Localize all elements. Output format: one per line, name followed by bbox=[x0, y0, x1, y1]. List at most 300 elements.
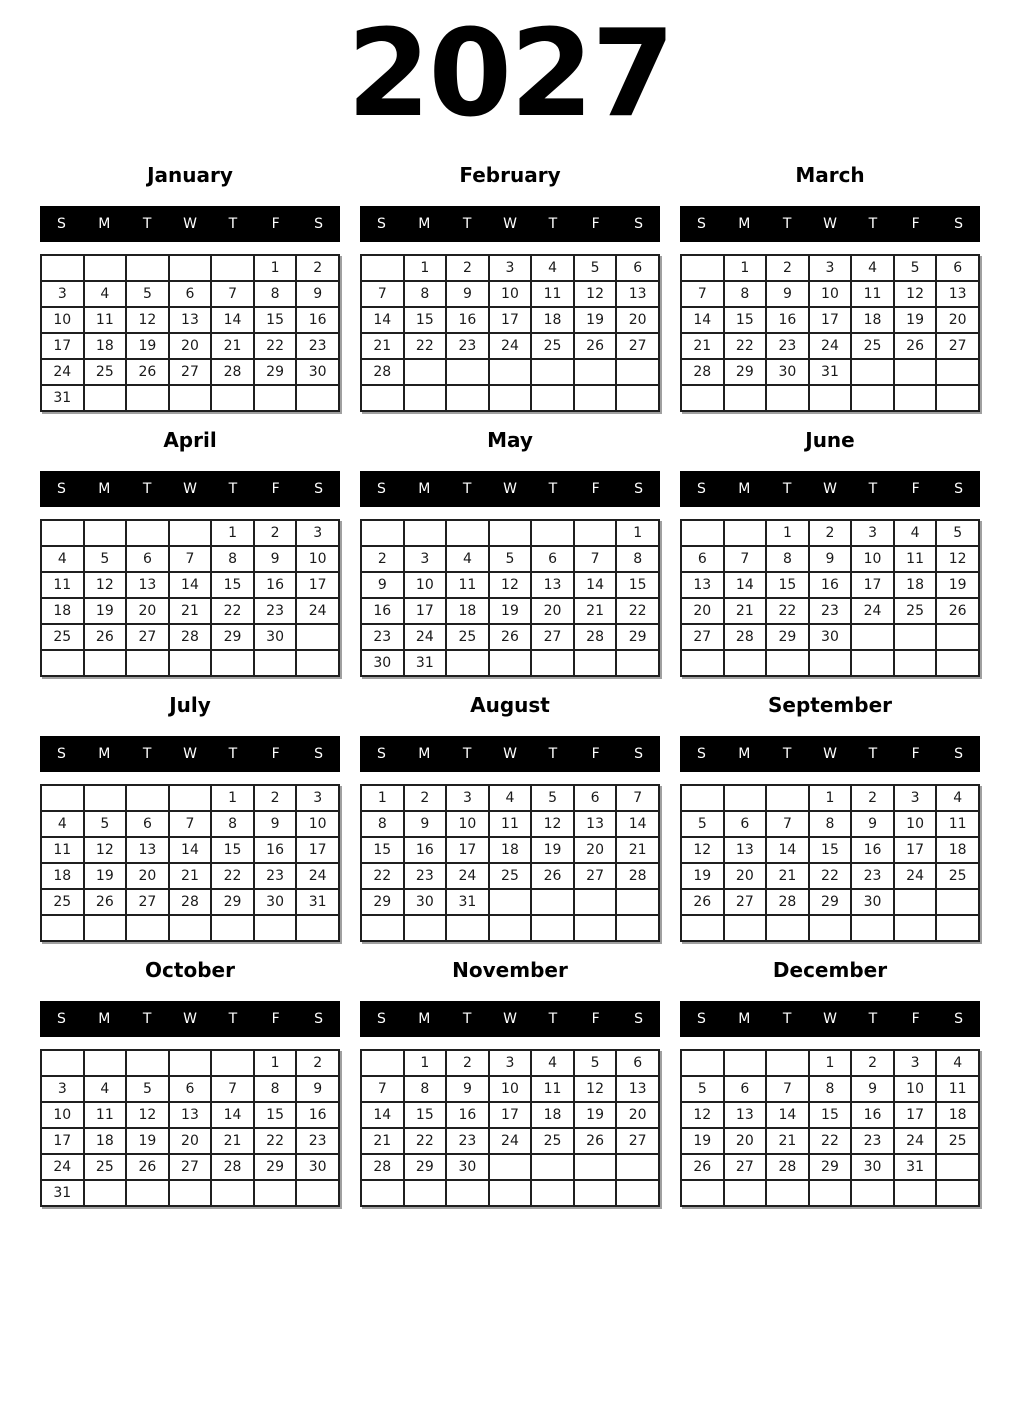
day-cell: 7 bbox=[361, 1076, 404, 1102]
day-cell bbox=[936, 359, 979, 385]
day-cell bbox=[211, 255, 254, 281]
day-cell: 20 bbox=[126, 863, 169, 889]
day-cell: 27 bbox=[169, 359, 212, 385]
day-cell: 14 bbox=[169, 837, 212, 863]
day-cell bbox=[126, 650, 169, 676]
day-cell: 20 bbox=[616, 1102, 659, 1128]
month-title: April bbox=[163, 428, 217, 452]
day-cell: 21 bbox=[211, 333, 254, 359]
day-cell: 15 bbox=[724, 307, 767, 333]
week-row bbox=[681, 1050, 979, 1076]
week-row bbox=[41, 546, 339, 572]
day-cell: 4 bbox=[894, 520, 937, 546]
week-row bbox=[681, 520, 979, 546]
week-row bbox=[41, 837, 339, 863]
day-cell: 5 bbox=[681, 811, 724, 837]
day-cell: 8 bbox=[404, 1076, 447, 1102]
day-cell: 18 bbox=[531, 1102, 574, 1128]
weekday-header-bar bbox=[680, 736, 980, 772]
weekday-label: M bbox=[738, 481, 751, 497]
day-cell: 19 bbox=[531, 837, 574, 863]
day-cell: 12 bbox=[574, 1076, 617, 1102]
day-cell: 1 bbox=[211, 520, 254, 546]
day-cell: 7 bbox=[361, 281, 404, 307]
day-cell: 15 bbox=[211, 837, 254, 863]
weekday-label: S bbox=[56, 1011, 66, 1027]
day-cell: 13 bbox=[574, 811, 617, 837]
day-cell: 20 bbox=[936, 307, 979, 333]
weekday-label: T bbox=[868, 216, 878, 232]
weekday-label: F bbox=[271, 1011, 280, 1027]
week-row bbox=[681, 650, 979, 676]
day-cell: 12 bbox=[894, 281, 937, 307]
week-row bbox=[361, 359, 659, 385]
day-cell bbox=[681, 915, 724, 941]
day-cell bbox=[84, 1180, 127, 1206]
day-cell bbox=[851, 359, 894, 385]
day-cell: 22 bbox=[766, 598, 809, 624]
day-cell: 25 bbox=[489, 863, 532, 889]
day-cell: 2 bbox=[296, 255, 339, 281]
weekday-label: F bbox=[591, 216, 600, 232]
day-cell: 17 bbox=[41, 333, 84, 359]
week-row bbox=[681, 1180, 979, 1206]
day-cell: 15 bbox=[616, 572, 659, 598]
week-row bbox=[361, 1050, 659, 1076]
day-cell: 28 bbox=[766, 889, 809, 915]
day-cell: 27 bbox=[724, 889, 767, 915]
day-cell bbox=[446, 359, 489, 385]
day-cell: 14 bbox=[681, 307, 724, 333]
day-cell: 17 bbox=[894, 1102, 937, 1128]
week-row bbox=[361, 811, 659, 837]
day-cell bbox=[489, 359, 532, 385]
day-cell bbox=[296, 624, 339, 650]
day-cell: 21 bbox=[211, 1128, 254, 1154]
day-cell: 23 bbox=[361, 624, 404, 650]
month-grid bbox=[360, 1049, 660, 1207]
day-cell: 28 bbox=[211, 1154, 254, 1180]
day-cell: 10 bbox=[446, 811, 489, 837]
day-cell bbox=[681, 520, 724, 546]
weekday-label: W bbox=[823, 216, 837, 232]
day-cell: 5 bbox=[574, 1050, 617, 1076]
day-cell bbox=[169, 385, 212, 411]
day-cell bbox=[724, 520, 767, 546]
day-cell: 2 bbox=[766, 255, 809, 281]
day-cell: 6 bbox=[169, 1076, 212, 1102]
day-cell: 2 bbox=[254, 785, 297, 811]
day-cell: 3 bbox=[296, 520, 339, 546]
week-row bbox=[41, 889, 339, 915]
day-cell: 25 bbox=[41, 889, 84, 915]
day-cell bbox=[404, 385, 447, 411]
weekday-header-bar bbox=[40, 206, 340, 242]
week-row bbox=[681, 307, 979, 333]
month-block-june bbox=[680, 428, 980, 677]
day-cell: 27 bbox=[574, 863, 617, 889]
weekday-label: W bbox=[503, 1011, 517, 1027]
day-cell: 31 bbox=[41, 385, 84, 411]
day-cell bbox=[446, 915, 489, 941]
day-cell: 28 bbox=[766, 1154, 809, 1180]
day-cell: 23 bbox=[404, 863, 447, 889]
week-row bbox=[41, 785, 339, 811]
day-cell bbox=[531, 359, 574, 385]
day-cell: 14 bbox=[361, 307, 404, 333]
day-cell: 29 bbox=[254, 359, 297, 385]
day-cell: 16 bbox=[851, 1102, 894, 1128]
month-title: June bbox=[805, 428, 855, 452]
day-cell: 12 bbox=[574, 281, 617, 307]
day-cell bbox=[724, 1180, 767, 1206]
day-cell: 1 bbox=[361, 785, 404, 811]
weekday-header-bar bbox=[40, 471, 340, 507]
week-row bbox=[361, 915, 659, 941]
day-cell: 7 bbox=[681, 281, 724, 307]
month-title: July bbox=[169, 693, 211, 717]
weekday-label: T bbox=[462, 216, 472, 232]
weekday-header-bar bbox=[360, 1001, 660, 1037]
month-title: February bbox=[459, 163, 561, 187]
weekday-label: S bbox=[696, 216, 706, 232]
day-cell: 27 bbox=[724, 1154, 767, 1180]
month-block-november bbox=[360, 958, 660, 1207]
day-cell: 26 bbox=[489, 624, 532, 650]
month-block-september bbox=[680, 693, 980, 942]
weekday-label: T bbox=[782, 481, 792, 497]
day-cell: 21 bbox=[169, 598, 212, 624]
weekday-label: W bbox=[183, 1011, 197, 1027]
day-cell: 7 bbox=[169, 811, 212, 837]
day-cell bbox=[296, 1180, 339, 1206]
weekday-label: S bbox=[376, 746, 386, 762]
day-cell: 9 bbox=[361, 572, 404, 598]
week-row bbox=[41, 915, 339, 941]
day-cell bbox=[169, 255, 212, 281]
day-cell: 5 bbox=[84, 811, 127, 837]
day-cell: 17 bbox=[851, 572, 894, 598]
week-row bbox=[681, 1154, 979, 1180]
day-cell: 25 bbox=[851, 333, 894, 359]
day-cell bbox=[211, 1180, 254, 1206]
week-row bbox=[681, 546, 979, 572]
month-grid bbox=[680, 784, 980, 942]
month-block-march bbox=[680, 163, 980, 412]
day-cell: 2 bbox=[851, 1050, 894, 1076]
day-cell: 24 bbox=[851, 598, 894, 624]
weekday-label: M bbox=[418, 746, 431, 762]
day-cell: 14 bbox=[211, 1102, 254, 1128]
weekday-label: F bbox=[591, 746, 600, 762]
day-cell bbox=[766, 385, 809, 411]
day-cell: 27 bbox=[681, 624, 724, 650]
day-cell bbox=[894, 889, 937, 915]
day-cell: 25 bbox=[84, 1154, 127, 1180]
weekday-label: F bbox=[271, 216, 280, 232]
day-cell bbox=[531, 650, 574, 676]
day-cell: 22 bbox=[809, 1128, 852, 1154]
weekday-label: F bbox=[271, 746, 280, 762]
week-row bbox=[361, 572, 659, 598]
day-cell: 19 bbox=[126, 333, 169, 359]
day-cell: 29 bbox=[724, 359, 767, 385]
week-row bbox=[681, 1076, 979, 1102]
day-cell bbox=[724, 385, 767, 411]
day-cell: 18 bbox=[84, 1128, 127, 1154]
day-cell bbox=[851, 385, 894, 411]
weekday-label: S bbox=[954, 746, 964, 762]
weekday-label: F bbox=[591, 481, 600, 497]
weekday-label: S bbox=[376, 481, 386, 497]
day-cell: 27 bbox=[126, 624, 169, 650]
month-grid bbox=[40, 519, 340, 677]
day-cell bbox=[361, 1180, 404, 1206]
day-cell: 1 bbox=[404, 1050, 447, 1076]
day-cell: 16 bbox=[254, 572, 297, 598]
week-row bbox=[681, 889, 979, 915]
day-cell: 7 bbox=[211, 1076, 254, 1102]
year-title: 2027 bbox=[347, 5, 673, 144]
day-cell: 12 bbox=[936, 546, 979, 572]
day-cell: 29 bbox=[616, 624, 659, 650]
day-cell: 14 bbox=[724, 572, 767, 598]
day-cell: 30 bbox=[254, 889, 297, 915]
day-cell: 2 bbox=[851, 785, 894, 811]
day-cell bbox=[41, 520, 84, 546]
day-cell: 20 bbox=[531, 598, 574, 624]
day-cell: 23 bbox=[851, 863, 894, 889]
day-cell bbox=[531, 889, 574, 915]
day-cell bbox=[446, 385, 489, 411]
day-cell: 18 bbox=[851, 307, 894, 333]
day-cell: 6 bbox=[681, 546, 724, 572]
day-cell bbox=[489, 889, 532, 915]
day-cell: 24 bbox=[809, 333, 852, 359]
day-cell: 15 bbox=[211, 572, 254, 598]
weekday-label: S bbox=[954, 216, 964, 232]
day-cell: 31 bbox=[41, 1180, 84, 1206]
day-cell: 8 bbox=[254, 281, 297, 307]
day-cell: 11 bbox=[489, 811, 532, 837]
weekday-label: T bbox=[782, 216, 792, 232]
day-cell bbox=[169, 1180, 212, 1206]
day-cell: 19 bbox=[84, 598, 127, 624]
weekday-label: T bbox=[868, 1011, 878, 1027]
day-cell: 14 bbox=[361, 1102, 404, 1128]
day-cell: 11 bbox=[41, 837, 84, 863]
month-title: August bbox=[470, 693, 550, 717]
day-cell bbox=[936, 624, 979, 650]
weekday-label: M bbox=[418, 216, 431, 232]
weekday-label: W bbox=[183, 481, 197, 497]
weekday-label: T bbox=[462, 746, 472, 762]
day-cell bbox=[531, 915, 574, 941]
day-cell: 6 bbox=[574, 785, 617, 811]
day-cell: 24 bbox=[41, 1154, 84, 1180]
day-cell bbox=[681, 1050, 724, 1076]
day-cell: 4 bbox=[531, 1050, 574, 1076]
day-cell bbox=[766, 785, 809, 811]
week-row bbox=[41, 333, 339, 359]
day-cell: 29 bbox=[361, 889, 404, 915]
day-cell: 27 bbox=[169, 1154, 212, 1180]
day-cell: 5 bbox=[894, 255, 937, 281]
day-cell: 10 bbox=[489, 1076, 532, 1102]
day-cell: 16 bbox=[446, 307, 489, 333]
day-cell: 3 bbox=[446, 785, 489, 811]
day-cell: 21 bbox=[361, 333, 404, 359]
day-cell: 9 bbox=[766, 281, 809, 307]
month-grid bbox=[360, 254, 660, 412]
day-cell: 17 bbox=[446, 837, 489, 863]
day-cell: 5 bbox=[126, 1076, 169, 1102]
day-cell bbox=[169, 785, 212, 811]
day-cell: 2 bbox=[809, 520, 852, 546]
day-cell: 30 bbox=[296, 1154, 339, 1180]
weekday-label: M bbox=[738, 746, 751, 762]
day-cell: 27 bbox=[616, 333, 659, 359]
day-cell: 16 bbox=[851, 837, 894, 863]
day-cell: 22 bbox=[616, 598, 659, 624]
day-cell: 18 bbox=[41, 863, 84, 889]
day-cell: 22 bbox=[724, 333, 767, 359]
day-cell bbox=[84, 785, 127, 811]
day-cell: 11 bbox=[851, 281, 894, 307]
day-cell: 1 bbox=[766, 520, 809, 546]
weekday-label: T bbox=[868, 746, 878, 762]
day-cell: 20 bbox=[574, 837, 617, 863]
day-cell: 29 bbox=[766, 624, 809, 650]
week-row bbox=[361, 1076, 659, 1102]
day-cell: 30 bbox=[296, 359, 339, 385]
day-cell bbox=[724, 650, 767, 676]
day-cell: 10 bbox=[894, 811, 937, 837]
weekday-label: M bbox=[738, 216, 751, 232]
weekday-label: S bbox=[696, 481, 706, 497]
weekday-header-bar bbox=[360, 471, 660, 507]
day-cell: 17 bbox=[894, 837, 937, 863]
day-cell bbox=[126, 785, 169, 811]
day-cell bbox=[361, 915, 404, 941]
weekday-label: S bbox=[376, 216, 386, 232]
month-block-july bbox=[40, 693, 340, 942]
day-cell: 28 bbox=[616, 863, 659, 889]
weekday-header-bar bbox=[680, 1001, 980, 1037]
day-cell: 22 bbox=[809, 863, 852, 889]
day-cell bbox=[809, 915, 852, 941]
day-cell bbox=[936, 915, 979, 941]
day-cell: 27 bbox=[616, 1128, 659, 1154]
day-cell: 19 bbox=[894, 307, 937, 333]
day-cell: 12 bbox=[84, 572, 127, 598]
day-cell: 3 bbox=[41, 1076, 84, 1102]
day-cell: 10 bbox=[489, 281, 532, 307]
week-row bbox=[361, 546, 659, 572]
day-cell: 29 bbox=[404, 1154, 447, 1180]
weekday-label: S bbox=[954, 481, 964, 497]
weekday-header-bar bbox=[40, 1001, 340, 1037]
day-cell: 15 bbox=[254, 307, 297, 333]
day-cell: 20 bbox=[724, 1128, 767, 1154]
day-cell: 28 bbox=[574, 624, 617, 650]
day-cell: 30 bbox=[851, 1154, 894, 1180]
day-cell: 13 bbox=[616, 281, 659, 307]
weekday-label: M bbox=[418, 481, 431, 497]
day-cell: 19 bbox=[84, 863, 127, 889]
week-row bbox=[41, 359, 339, 385]
day-cell: 2 bbox=[404, 785, 447, 811]
day-cell: 15 bbox=[361, 837, 404, 863]
day-cell: 4 bbox=[446, 546, 489, 572]
day-cell: 10 bbox=[809, 281, 852, 307]
day-cell: 3 bbox=[894, 1050, 937, 1076]
day-cell: 6 bbox=[126, 546, 169, 572]
day-cell: 24 bbox=[404, 624, 447, 650]
day-cell: 24 bbox=[894, 863, 937, 889]
week-row bbox=[361, 837, 659, 863]
weekday-label: T bbox=[548, 1011, 558, 1027]
day-cell: 21 bbox=[361, 1128, 404, 1154]
day-cell: 26 bbox=[681, 889, 724, 915]
day-cell: 8 bbox=[766, 546, 809, 572]
week-row bbox=[41, 1102, 339, 1128]
day-cell bbox=[126, 1180, 169, 1206]
day-cell: 16 bbox=[766, 307, 809, 333]
day-cell: 3 bbox=[894, 785, 937, 811]
day-cell: 8 bbox=[404, 281, 447, 307]
day-cell bbox=[851, 915, 894, 941]
day-cell: 4 bbox=[41, 546, 84, 572]
day-cell: 16 bbox=[404, 837, 447, 863]
weekday-label: S bbox=[56, 216, 66, 232]
day-cell bbox=[169, 520, 212, 546]
day-cell bbox=[126, 1050, 169, 1076]
day-cell: 27 bbox=[126, 889, 169, 915]
day-cell: 17 bbox=[489, 307, 532, 333]
day-cell: 6 bbox=[531, 546, 574, 572]
week-row bbox=[361, 785, 659, 811]
day-cell bbox=[574, 1154, 617, 1180]
day-cell bbox=[616, 915, 659, 941]
day-cell: 15 bbox=[809, 1102, 852, 1128]
week-row bbox=[361, 1102, 659, 1128]
day-cell: 13 bbox=[126, 837, 169, 863]
day-cell: 6 bbox=[126, 811, 169, 837]
month-block-october bbox=[40, 958, 340, 1207]
day-cell: 26 bbox=[681, 1154, 724, 1180]
day-cell bbox=[616, 359, 659, 385]
day-cell: 28 bbox=[724, 624, 767, 650]
day-cell bbox=[809, 385, 852, 411]
day-cell: 18 bbox=[84, 333, 127, 359]
day-cell: 4 bbox=[851, 255, 894, 281]
week-row bbox=[41, 281, 339, 307]
day-cell: 6 bbox=[724, 1076, 767, 1102]
day-cell bbox=[84, 650, 127, 676]
weekday-label: T bbox=[142, 746, 152, 762]
month-block-april bbox=[40, 428, 340, 677]
day-cell: 11 bbox=[531, 1076, 574, 1102]
week-row bbox=[361, 1180, 659, 1206]
day-cell: 23 bbox=[254, 863, 297, 889]
week-row bbox=[681, 572, 979, 598]
weekday-label: T bbox=[228, 746, 238, 762]
week-row bbox=[681, 624, 979, 650]
day-cell: 4 bbox=[84, 281, 127, 307]
day-cell: 8 bbox=[809, 811, 852, 837]
day-cell: 8 bbox=[254, 1076, 297, 1102]
